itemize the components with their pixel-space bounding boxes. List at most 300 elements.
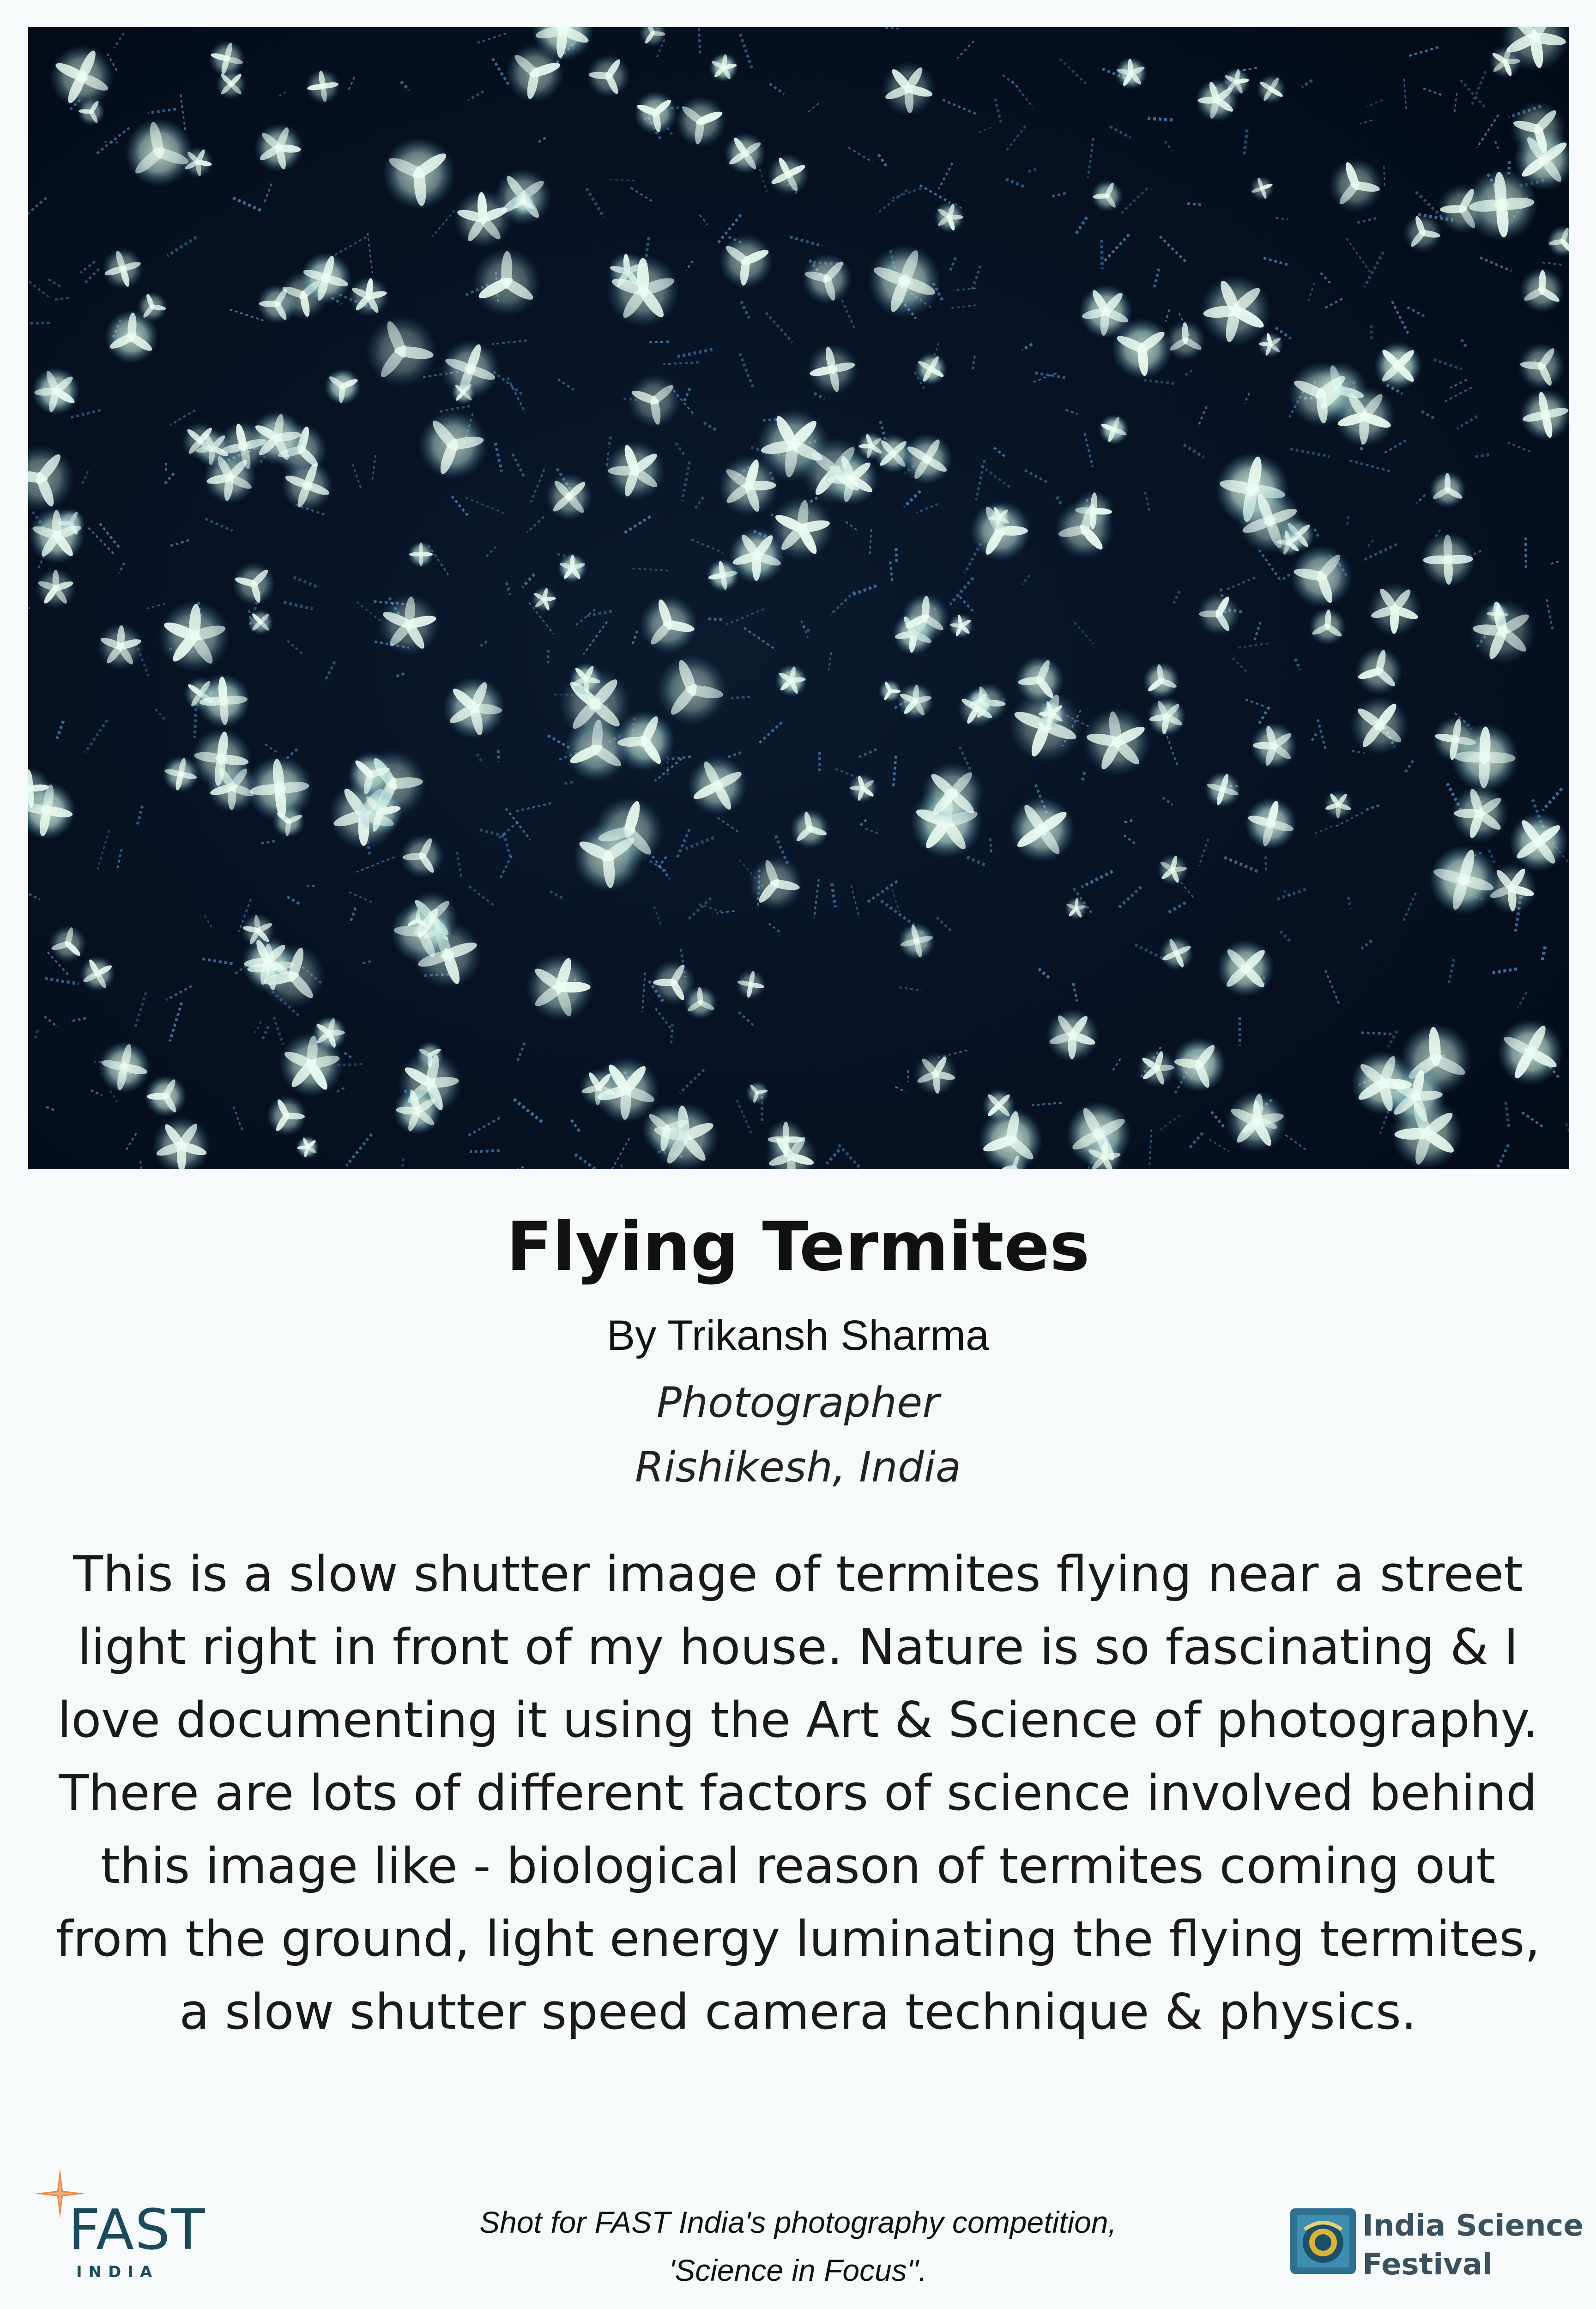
wing-trail [827, 1150, 839, 1164]
wing-trail [1448, 959, 1454, 985]
wing-trail [1360, 120, 1372, 124]
photographer-byline: By Trikansh Sharma [606, 1312, 990, 1359]
termite-glow [871, 51, 946, 127]
termite-glow [1039, 1002, 1106, 1069]
wing-trail [677, 350, 713, 357]
wing-trail [1454, 93, 1457, 115]
termite-glow [1456, 584, 1550, 678]
wing-trail [769, 84, 784, 94]
wing-trail [625, 516, 651, 532]
wing-trail [293, 577, 319, 587]
termite-glow [946, 611, 976, 641]
termite-glow [733, 967, 768, 1002]
india-science-festival-logo [1288, 2206, 1587, 2280]
wing-trail [349, 77, 354, 90]
wing-trail [1025, 470, 1048, 483]
termite-glow [303, 66, 343, 106]
wing-trail [1027, 169, 1036, 172]
wing-trail [531, 469, 544, 502]
wing-trail [1309, 283, 1314, 301]
termite-glow [242, 604, 279, 641]
wing-trail [1073, 983, 1077, 1001]
wing-trail [979, 127, 991, 133]
termite-glow [1486, 1007, 1569, 1097]
wing-trail [137, 806, 142, 826]
wing-trail [170, 410, 195, 425]
termite-glow [115, 109, 203, 196]
wing-trail [1224, 857, 1259, 872]
termite-glow [223, 553, 284, 615]
wing-trail [80, 261, 95, 273]
wing-trail [69, 1018, 86, 1022]
wing-trail [1145, 492, 1149, 513]
wing-trail [1543, 789, 1562, 810]
wing-trail [1103, 235, 1129, 263]
termite-glow [782, 801, 838, 857]
termite-glow [1510, 334, 1569, 398]
wing-trail [345, 1053, 352, 1058]
wing-trail [1311, 734, 1317, 742]
wing-trail [140, 1161, 144, 1169]
termite-glow [1422, 464, 1473, 515]
wing-trail [1321, 273, 1331, 284]
wing-trail [895, 1087, 906, 1092]
photographer-role: Photographer [656, 1378, 940, 1427]
wing-trail [807, 103, 819, 113]
termite-glow [291, 1131, 324, 1164]
wing-trail [1209, 1139, 1229, 1151]
wing-trail [478, 641, 487, 647]
wing-trail [1032, 1103, 1062, 1105]
wing-trail [457, 852, 462, 879]
wing-trail [1039, 969, 1051, 979]
wing-trail [684, 388, 690, 401]
wing-trail [110, 1090, 117, 1102]
wing-trail [202, 959, 234, 964]
wing-trail [950, 258, 955, 271]
wing-trail [586, 188, 604, 218]
wing-trail [504, 1167, 523, 1169]
wing-trail [28, 608, 30, 611]
wing-trail [1352, 751, 1365, 753]
wing-trail [35, 1030, 37, 1040]
wing-trail [1187, 204, 1204, 205]
wing-trail [1264, 258, 1288, 265]
wing-trail [889, 188, 921, 199]
wing-trail [85, 720, 108, 753]
wing-trail [205, 915, 212, 928]
wing-trail [943, 100, 976, 114]
fast-logo-subtext: INDIA [76, 2263, 159, 2281]
termite-glow [1515, 384, 1569, 446]
wing-trail [1022, 575, 1030, 584]
wing-trail [45, 978, 79, 984]
wing-trail [350, 908, 356, 924]
wing-trail [740, 353, 753, 388]
festival-emblem-icon [1288, 2206, 1358, 2276]
wing-trail [685, 837, 714, 849]
wing-trail [642, 973, 645, 1012]
wing-trail [1347, 238, 1370, 272]
wing-trail [167, 237, 196, 256]
wing-trail [920, 185, 950, 203]
wing-trail [452, 496, 470, 518]
wing-trail [691, 539, 723, 553]
wing-trail [548, 650, 549, 663]
isf-logo-line2: Festival [1362, 2248, 1493, 2282]
wing-trail [470, 1150, 500, 1152]
wing-trail [1155, 269, 1159, 287]
wing-trail [1167, 903, 1185, 913]
wing-trail [1549, 562, 1559, 565]
wing-trail [574, 609, 595, 626]
wing-trail [84, 269, 99, 284]
wing-trail [44, 1016, 58, 1027]
wing-trail [1350, 460, 1390, 471]
wing-trail [700, 215, 707, 225]
wing-trail [726, 609, 764, 625]
wing-trail [265, 744, 277, 753]
wing-trail [466, 498, 504, 513]
wing-trail [1123, 820, 1132, 822]
wing-trail [870, 529, 871, 556]
wing-trail [1367, 540, 1373, 547]
wing-trail [1276, 218, 1288, 219]
termite-glow [997, 784, 1088, 875]
wing-trail [1060, 59, 1086, 84]
wing-trail [394, 674, 405, 677]
wing-trail [803, 626, 810, 632]
wing-trail [401, 82, 409, 91]
wing-trail [851, 885, 859, 918]
wing-trail [46, 1107, 55, 1111]
wing-trail [1423, 88, 1445, 96]
wing-trail [492, 340, 527, 344]
termite-glow [857, 234, 952, 328]
competition-note-line1: Shot for FAST India's photography competition, [479, 2205, 1117, 2239]
wing-trail [170, 1003, 182, 1041]
termites-photo-art [28, 27, 1569, 1169]
wing-trail [1495, 141, 1499, 152]
termite-glow [1250, 722, 1298, 769]
termite-glow [1360, 574, 1430, 645]
wing-trail [167, 986, 192, 1000]
termite-glow [635, 590, 703, 659]
wing-trail [699, 28, 700, 54]
wing-trail [55, 298, 69, 300]
termite-glow [437, 671, 511, 745]
termite-glow [708, 223, 784, 299]
wing-trail [1119, 188, 1148, 215]
wing-trail [631, 188, 653, 202]
wing-trail [881, 901, 914, 925]
wing-trail [680, 1070, 704, 1093]
wing-trail [1066, 410, 1077, 414]
wing-trail [558, 379, 574, 390]
wing-trail [731, 697, 750, 698]
wing-trail [432, 210, 454, 236]
wing-trail [114, 33, 124, 48]
wing-trail [1324, 299, 1342, 308]
wing-trail [478, 33, 507, 43]
wing-trail [1392, 301, 1408, 333]
wing-trail [1361, 940, 1372, 949]
wing-trail [1051, 193, 1065, 197]
wing-trail [1366, 805, 1379, 810]
wing-trail [1407, 307, 1424, 316]
wing-trail [1404, 761, 1413, 774]
wing-trail [274, 1017, 283, 1045]
wing-trail [498, 750, 499, 762]
wing-trail [682, 462, 689, 501]
termite-glow [266, 1094, 308, 1137]
termite-glow [1130, 1041, 1184, 1095]
termite-glow [1321, 150, 1390, 220]
wing-trail [1244, 130, 1247, 155]
wing-trail [611, 1138, 629, 1169]
termite-glow [1338, 684, 1421, 768]
wing-trail [255, 1022, 261, 1033]
wing-trail [1281, 931, 1290, 941]
wing-trail [1480, 258, 1511, 271]
termite-glow [617, 363, 692, 438]
wing-trail [1165, 731, 1178, 766]
termite-glow [1144, 695, 1189, 739]
wing-trail [1224, 578, 1255, 591]
wing-trail [852, 586, 877, 594]
wing-trail [1315, 529, 1319, 538]
wing-trail [1076, 217, 1087, 235]
wing-trail [1302, 80, 1312, 87]
wing-trail [885, 28, 902, 29]
wing-trail [654, 907, 662, 927]
wing-trail [1088, 138, 1094, 178]
wing-trail [260, 841, 275, 843]
termite-glow [704, 48, 744, 87]
wing-trail [939, 163, 952, 189]
wing-trail [1174, 591, 1179, 603]
wing-trail [1012, 81, 1033, 107]
wing-trail [1160, 236, 1186, 263]
termite-glow [409, 401, 497, 490]
wing-trail [801, 620, 808, 638]
termite-glow [770, 659, 812, 701]
wing-trail [70, 410, 100, 418]
wing-trail [1245, 393, 1250, 404]
wing-trail [842, 300, 855, 330]
termite-glow [536, 463, 602, 530]
photo-location: Rishikesh, India [635, 1443, 961, 1492]
wing-trail [117, 849, 121, 870]
wing-trail [832, 883, 835, 907]
wing-trail [957, 41, 974, 59]
termite-glow [802, 339, 863, 399]
wing-trail [468, 91, 484, 100]
wing-trail [1474, 455, 1489, 457]
wing-trail [1280, 574, 1289, 581]
wing-trail [81, 471, 88, 485]
termite-glow [895, 681, 935, 721]
termite-glow [1154, 931, 1199, 976]
wing-trail [563, 782, 573, 784]
wing-trail [814, 393, 824, 399]
termite-glow [1542, 221, 1569, 262]
wing-trail [1462, 339, 1467, 349]
wing-trail [507, 582, 510, 594]
wing-trail [877, 190, 907, 214]
termite-glow [1420, 531, 1476, 588]
termite-glow [597, 245, 689, 337]
termite-glow [28, 560, 85, 617]
wing-trail [1496, 1144, 1508, 1169]
wing-trail [1119, 887, 1142, 907]
wing-trail [29, 894, 40, 899]
wing-trail [1522, 1112, 1544, 1128]
wing-trail [967, 857, 985, 865]
wing-trail [1144, 380, 1177, 384]
wing-trail [571, 1120, 581, 1133]
wing-trail [717, 911, 735, 913]
wing-trail [1434, 360, 1462, 369]
wing-trail [1184, 370, 1192, 376]
photo-description: This is a slow shutter image of termites flying near a street light right in front of my house. Nature is so fascinating & I love documenting it using the Art & Science of photography. There are lots of different factors of science involved behind this image like - biological reason of termites coming out from the ground, light energy luminating the flying termites, a slow shutter speed camera technique & physics. [55, 1546, 1541, 2040]
wing-trail [846, 522, 858, 532]
wing-trail [1165, 141, 1172, 151]
termite-glow [1094, 410, 1133, 449]
termite-glow [716, 125, 774, 182]
fast-logo-text: FAST [68, 2198, 206, 2262]
wing-trail [1404, 79, 1406, 112]
wing-trail [325, 662, 335, 682]
wing-trail [726, 753, 741, 758]
termite-glow [1421, 837, 1506, 923]
wing-trail [148, 109, 176, 113]
wing-trail [1416, 495, 1425, 504]
termite-glow [585, 53, 632, 100]
wing-trail [135, 992, 146, 1028]
termite-glow [842, 768, 883, 809]
wing-trail [349, 892, 374, 903]
wing-trail [973, 356, 975, 370]
termite-glow [741, 1076, 774, 1109]
wing-trail [1259, 550, 1280, 580]
wing-trail [1471, 71, 1486, 106]
wing-trail [1416, 192, 1441, 217]
wing-trail [1082, 871, 1112, 887]
termite-glow [1222, 1087, 1290, 1155]
wing-trail [1290, 449, 1330, 456]
termite-glow [1251, 68, 1292, 110]
wing-trail [477, 754, 482, 763]
competition-note-line2: 'Science in Focus''. [669, 2253, 927, 2287]
termite-glow [797, 248, 858, 309]
wing-trail [1525, 538, 1526, 571]
wing-trail [1363, 544, 1397, 560]
wing-trail [1245, 699, 1266, 707]
termite-glow [45, 921, 91, 967]
wing-trail [550, 892, 563, 898]
wing-trail [1450, 380, 1467, 388]
wing-trail [1160, 1115, 1180, 1130]
termites-photo [28, 27, 1569, 1169]
wing-trail [668, 756, 691, 759]
termite-glow [39, 34, 125, 120]
wing-trail [368, 233, 372, 273]
termite-glow [1511, 260, 1569, 320]
wing-trail [1124, 835, 1137, 845]
wing-trail [372, 455, 375, 480]
wing-trail [994, 447, 1005, 457]
wing-trail [1547, 599, 1553, 632]
wing-trail [865, 881, 897, 904]
wing-trail [1006, 179, 1024, 187]
wing-trail [990, 839, 991, 854]
wing-trail [1110, 127, 1130, 138]
termite-glow [892, 424, 962, 494]
termite-glow [408, 541, 434, 568]
termite-glow [634, 27, 671, 52]
wing-trail [1409, 47, 1439, 56]
wing-trail [233, 198, 261, 210]
termite-glow [909, 347, 953, 391]
wing-trail [741, 301, 749, 318]
termite-glow [672, 92, 730, 151]
wing-trail [1211, 1112, 1225, 1129]
wing-trail [951, 305, 976, 308]
wing-trail [655, 1008, 673, 1032]
wing-trail [1403, 893, 1416, 921]
wing-trail [1149, 1129, 1152, 1168]
termite-glow [145, 1109, 218, 1169]
wing-trail [357, 602, 381, 622]
wing-trail [48, 279, 62, 288]
termite-glow [345, 272, 393, 320]
termite-glow [243, 752, 316, 825]
wing-trail [610, 179, 637, 181]
wing-trail [899, 987, 921, 991]
wing-trail [819, 752, 820, 772]
termite-glow [1197, 592, 1241, 636]
termite-glow [740, 848, 810, 919]
wing-trail [575, 1154, 608, 1169]
wing-trail [277, 92, 286, 97]
wing-trail [91, 1090, 102, 1095]
wing-trail [170, 540, 189, 546]
wing-trail [1356, 218, 1376, 223]
wing-trail [1508, 442, 1530, 452]
termite-glow [760, 146, 816, 203]
wing-trail [890, 562, 892, 581]
wing-trail [1255, 622, 1260, 640]
termite-glow [1350, 642, 1408, 700]
wing-trail [1384, 440, 1406, 453]
wing-trail [859, 749, 877, 757]
wing-trail [1421, 411, 1435, 419]
wing-trail [1057, 496, 1062, 506]
wing-trail [144, 604, 165, 609]
wing-trail [848, 148, 872, 162]
wing-trail [757, 722, 782, 744]
wing-trail [766, 313, 792, 342]
termite-glow [1112, 54, 1150, 92]
wing-trail [57, 721, 63, 739]
wing-trail [346, 1134, 372, 1166]
wing-trail [496, 443, 502, 471]
wing-trail [973, 266, 980, 289]
wing-trail [287, 641, 303, 655]
wing-trail [486, 547, 496, 557]
termite-glow [1205, 928, 1286, 1009]
